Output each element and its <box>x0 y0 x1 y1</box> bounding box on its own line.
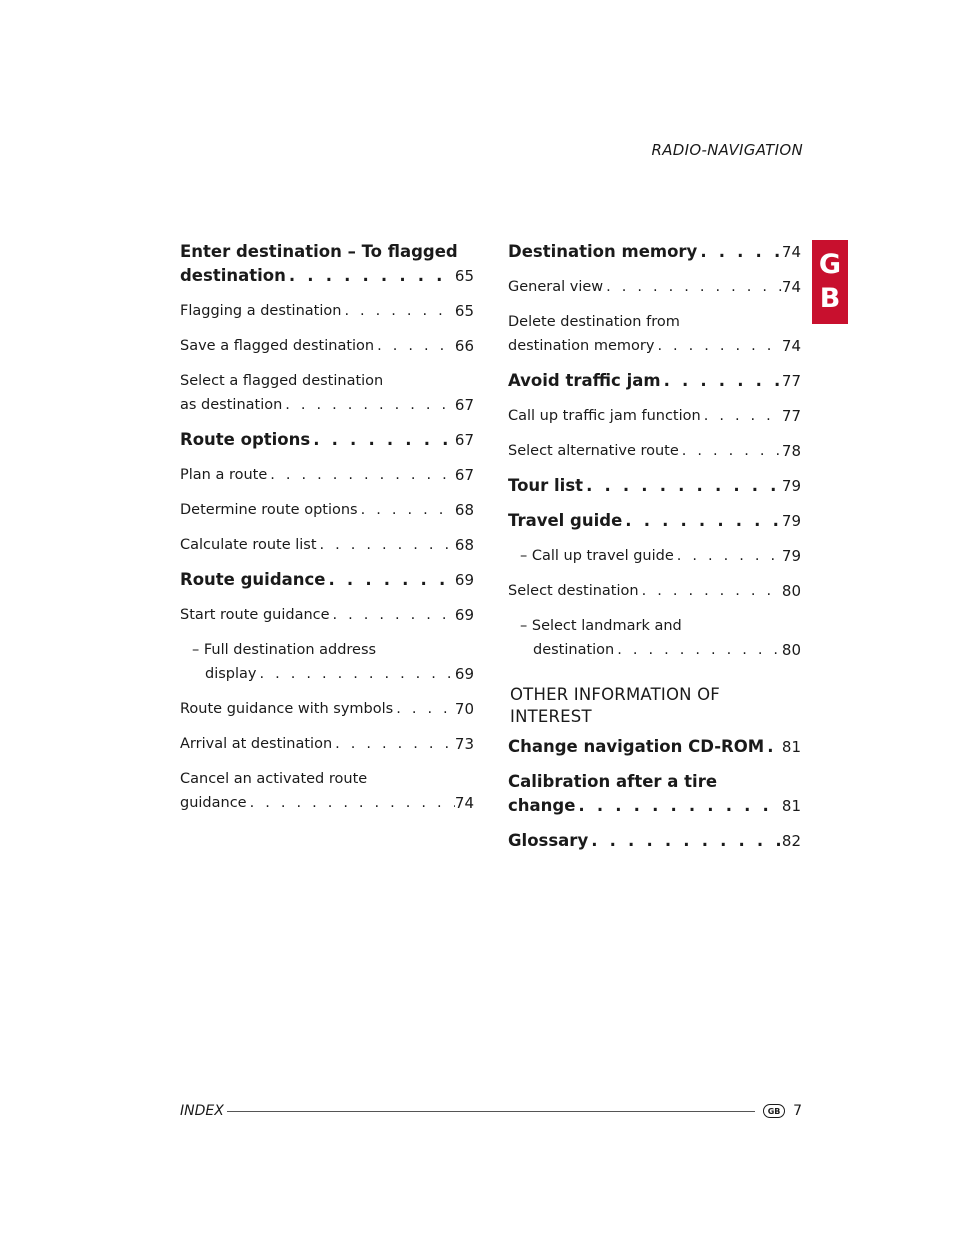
index-entry-page: 81 <box>781 797 801 815</box>
dot-leader <box>310 428 455 452</box>
language-tab-letter: G <box>818 249 842 280</box>
dot-leader <box>393 697 455 721</box>
dot-leader <box>374 334 455 358</box>
index-entry-page: 79 <box>781 477 801 495</box>
dot-leader <box>603 275 782 299</box>
index-entry-page: 79 <box>781 547 801 565</box>
language-tab-letter: B <box>819 283 841 314</box>
dot-leader <box>674 544 782 568</box>
index-entry-text: General view <box>508 279 604 295</box>
index-entry <box>508 275 801 299</box>
index-entry-text: destination <box>533 642 615 658</box>
index-entry-text: Arrival at destination <box>180 736 333 752</box>
index-entry <box>508 735 801 759</box>
running-header: RADIO-NAVIGATION <box>651 141 803 159</box>
index-entry-text: Flagging a destination <box>180 303 342 319</box>
index-entry <box>508 509 801 533</box>
index-entry <box>508 614 801 662</box>
index-entry <box>180 428 474 452</box>
dot-leader <box>330 603 455 627</box>
index-entry-page: 73 <box>454 735 474 753</box>
index-entry-page: 67 <box>454 396 474 414</box>
index-entry-page: 68 <box>454 501 474 519</box>
dot-leader <box>282 393 455 417</box>
index-entry-page: 74 <box>454 794 474 812</box>
index-entry <box>508 404 801 428</box>
index-entry-text: Tour list <box>508 476 584 495</box>
index-entry <box>508 369 801 393</box>
section-heading: OTHER INFORMATION OF INTEREST <box>510 685 721 726</box>
index-entry <box>508 439 801 463</box>
index-entry-text: Select alternative route <box>508 443 679 459</box>
index-entry <box>508 579 801 603</box>
index-entry <box>180 568 474 592</box>
index-entry-page: 66 <box>454 337 474 355</box>
index-entry <box>508 310 801 358</box>
footer-rule <box>227 1111 755 1112</box>
index-entry-page: 67 <box>454 466 474 484</box>
dot-leader <box>639 579 782 603</box>
index-entry-page: 78 <box>781 442 801 460</box>
index-entry-page: 77 <box>781 407 801 425</box>
dot-leader <box>341 299 454 323</box>
index-entry-text: Route options <box>180 430 311 449</box>
dot-leader <box>654 334 781 358</box>
index-entry <box>180 732 474 756</box>
index-entry-text: – Call up travel guide <box>520 548 674 564</box>
dot-leader <box>614 638 782 662</box>
dot-leader <box>622 509 782 533</box>
page-number: 7 <box>793 1103 802 1119</box>
index-entry <box>508 544 801 568</box>
index-entry-text: Calculate route list <box>180 537 317 553</box>
language-tab <box>812 240 848 324</box>
index-entry-page: 81 <box>781 738 801 756</box>
index-entry-text: Enter destination – To flagged <box>180 242 458 261</box>
index-entry-page: 67 <box>454 431 474 449</box>
dot-leader <box>358 498 455 522</box>
index-entry-page: 74 <box>781 243 801 261</box>
index-entry-page: 65 <box>454 302 474 320</box>
index-entry <box>180 533 474 557</box>
index-entry <box>180 369 474 417</box>
index-entry <box>180 299 474 323</box>
dot-leader <box>764 735 782 759</box>
footer-label: INDEX <box>180 1103 224 1119</box>
index-entry-page: 65 <box>454 267 474 285</box>
index-entry-text: Save a flagged destination <box>180 338 375 354</box>
index-entry-text: Route guidance with symbols <box>180 701 394 717</box>
index-entry-text: – Full destination address <box>192 642 377 658</box>
dot-leader <box>583 474 782 498</box>
index-entry-text: Call up traffic jam function <box>508 408 701 424</box>
index-entry-text: Change navigation CD-ROM <box>508 737 765 756</box>
index-entry <box>508 240 801 264</box>
index-entry-text: Cancel an activated route <box>180 771 368 787</box>
index-entry-text: destination <box>180 266 286 285</box>
dot-leader <box>257 662 455 686</box>
index-entry-page: 77 <box>781 372 801 390</box>
index-entry <box>180 697 474 721</box>
dot-leader <box>332 732 455 756</box>
index-entry-page: 69 <box>454 606 474 624</box>
index-entry-text: Destination memory <box>508 242 698 261</box>
index-entry <box>180 334 474 358</box>
index-entry-page: 69 <box>454 665 474 683</box>
index-entry <box>508 770 801 818</box>
index-entry-text: Travel guide <box>508 511 623 530</box>
dot-leader <box>588 829 782 853</box>
index-entry-page: 80 <box>781 582 801 600</box>
index-entry-text: Route guidance <box>180 570 326 589</box>
index-entry-text: guidance <box>180 795 247 811</box>
index-entry-text: Determine route options <box>180 502 358 518</box>
dot-leader <box>575 794 781 818</box>
index-entry <box>180 498 474 522</box>
index-entry-text: Glossary <box>508 831 589 850</box>
index-entry-page: 74 <box>781 278 801 296</box>
index-column-right <box>508 240 801 864</box>
index-entry <box>180 603 474 627</box>
index-entry <box>508 474 801 498</box>
index-entry-text: Avoid traffic jam <box>508 371 661 390</box>
index-column-left <box>180 240 474 826</box>
index-entry-text: Calibration after a tire <box>508 772 718 791</box>
index-entry-text: as destination <box>180 397 283 413</box>
index-entry-text: change <box>508 796 576 815</box>
index-entry <box>180 240 474 288</box>
dot-leader <box>679 439 782 463</box>
index-entry-page: 80 <box>781 641 801 659</box>
index-entry-text: Select destination <box>508 583 639 599</box>
dot-leader <box>247 791 455 815</box>
dot-leader <box>317 533 455 557</box>
index-entry <box>180 767 474 815</box>
index-entry-page: 74 <box>781 337 801 355</box>
index-entry-text: Delete destination from <box>508 314 680 330</box>
index-entry-page: 82 <box>781 832 801 850</box>
dot-leader <box>661 369 782 393</box>
dot-leader <box>326 568 455 592</box>
dot-leader <box>697 240 782 264</box>
index-entry <box>180 638 474 686</box>
index-entry-page: 69 <box>454 571 474 589</box>
index-entry-text: – Select landmark and <box>520 618 682 634</box>
dot-leader <box>286 264 455 288</box>
index-entry-text: display <box>205 666 257 682</box>
index-entry <box>180 463 474 487</box>
dot-leader <box>701 404 782 428</box>
dot-leader <box>267 463 455 487</box>
index-entry-page: 70 <box>454 700 474 718</box>
index-entry-text: Start route guidance <box>180 607 330 623</box>
index-entry-page: 79 <box>781 512 801 530</box>
index-entry-text: destination memory <box>508 338 655 354</box>
index-entry-text: Plan a route <box>180 467 268 483</box>
index-entry-page: 68 <box>454 536 474 554</box>
index-entry-text: Select a flagged destination <box>180 373 384 389</box>
index-entry <box>508 829 801 853</box>
page-footer <box>180 1103 802 1119</box>
gb-country-badge-icon: GB <box>763 1104 785 1118</box>
